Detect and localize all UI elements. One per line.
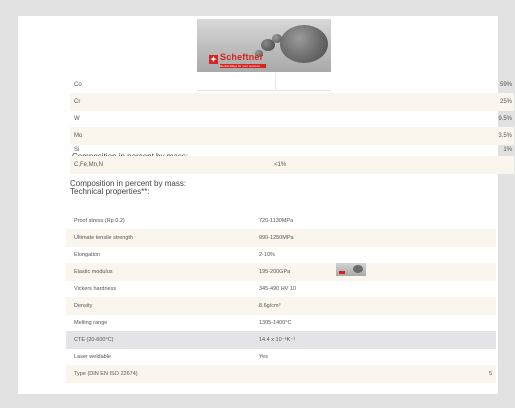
property-value: 195-200GPa <box>259 269 291 275</box>
composition-row <box>70 76 514 94</box>
property-value: Yes <box>259 354 268 360</box>
element-label: Cr <box>74 99 81 105</box>
property-label: Proof stress (Rp 0.2) <box>74 218 125 224</box>
property-label: Elastic modulus <box>74 269 113 275</box>
alloy-disc-image <box>353 265 363 273</box>
property-label: Type (DIN EN ISO 22674) <box>74 371 138 377</box>
element-label: Co <box>74 82 82 88</box>
element-label: Mo <box>74 133 83 139</box>
property-row <box>66 297 496 315</box>
property-label: Melting range <box>74 320 108 326</box>
element-percent: 9.5% <box>498 116 512 122</box>
property-label: Density <box>74 303 93 309</box>
property-value: 345-490 HV 10 <box>259 286 296 292</box>
property-row <box>66 348 496 366</box>
trace-label: C,Fe,Mn,N <box>74 162 104 168</box>
property-value: 990-1250MPa <box>259 235 294 241</box>
property-row <box>66 263 496 281</box>
trace-elements-row <box>70 156 514 174</box>
product-banner-image <box>197 19 331 72</box>
scheftner-logo-icon: ✦ <box>210 55 217 64</box>
property-label: Vickers hardness <box>74 286 117 292</box>
property-value: 1305-1400°C <box>259 320 292 326</box>
property-row <box>66 314 496 332</box>
composition-row <box>70 93 514 111</box>
property-value: 14.4 x 10⁻⁶K⁻¹ <box>259 337 296 343</box>
alloy-disc-image <box>280 25 328 63</box>
property-value: 5 <box>488 371 492 377</box>
property-row <box>66 365 496 383</box>
element-percent: 59% <box>499 82 512 88</box>
document-page <box>18 16 512 394</box>
logo-mark <box>339 271 345 274</box>
property-row <box>66 331 496 349</box>
property-row <box>66 212 496 230</box>
property-value: 2-10% <box>259 252 275 258</box>
composition-row <box>70 110 514 128</box>
property-value: 720-1130MPa <box>259 218 294 224</box>
trace-value: <1% <box>274 162 287 168</box>
property-label: Laser weldable <box>74 354 111 360</box>
property-label: CTE (20-600°C) <box>74 337 114 343</box>
property-row <box>66 246 496 264</box>
product-thumbnail-image <box>336 263 366 276</box>
element-percent: 1% <box>503 147 512 153</box>
element-percent: 3.5% <box>498 133 512 139</box>
alloy-pellet-image <box>272 34 282 43</box>
property-value: 8.6g/cm³ <box>259 303 281 309</box>
element-label: Si <box>74 147 80 153</box>
element-label: W <box>74 116 80 122</box>
property-label: Elongation <box>74 252 100 258</box>
property-label: Ultimate tensile strength <box>74 235 133 241</box>
element-percent: 25% <box>499 99 512 105</box>
property-row <box>66 229 496 247</box>
property-row <box>66 280 496 298</box>
brand-tagline: Dental alloys for your success <box>220 64 266 68</box>
technical-properties-heading: Technical properties**: <box>70 187 150 196</box>
brand-name: Scheftner <box>220 52 264 62</box>
composition-heading: Composition in percent by mass: <box>70 179 187 188</box>
